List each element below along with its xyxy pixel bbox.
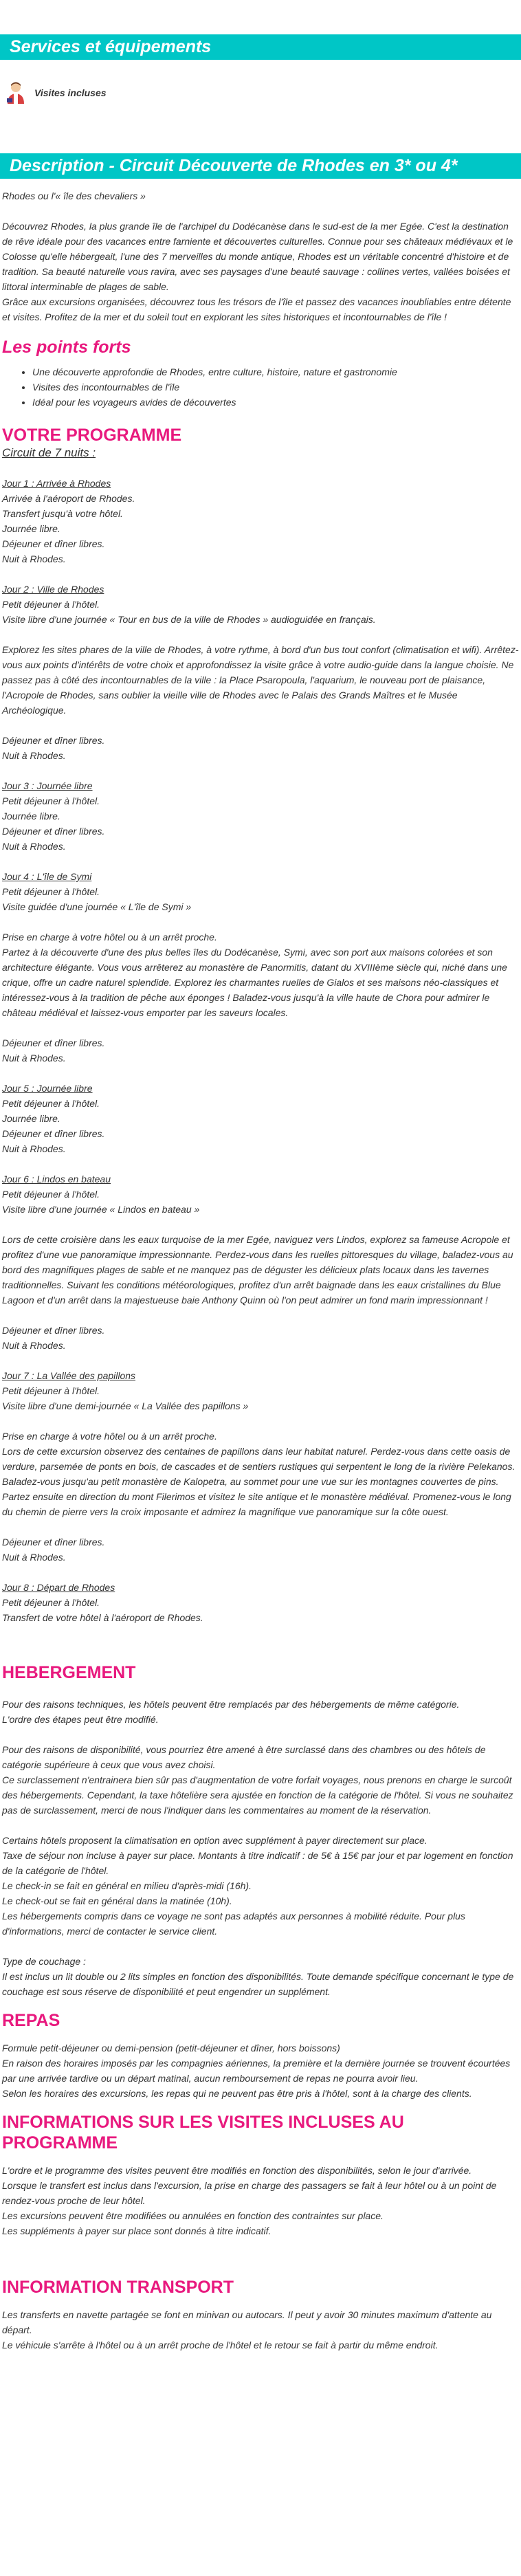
- day-heading: Jour 5 : Journée libre: [2, 1083, 93, 1094]
- points-forts-item: • Visites des incontournables de l'île: [32, 379, 519, 395]
- day-line: Déjeuner et dîner libres.: [2, 1128, 105, 1139]
- programme-day: [2, 778, 519, 854]
- programme-days: [2, 476, 519, 1625]
- day-line: Déjeuner et dîner libres.: [2, 826, 105, 837]
- day-description: Prise en charge à votre hôtel ou à un arrêt proche. Lors de cette excursion observez des centaines de papillons dans leur habitat naturel. Perdez-vous dans cette oasis de verdure, parsemée de ponts en bois, de cascades et de sentiers rustiques qui serpentent le long de la rivière Pelekanos. Baladez-vous jusqu'au petit monastère de Kalopetra, au sommet pour une vue sur les montagnes couvertes de pins. Partez ensuite en direction du mont Filerimos et visitez le site antique et le monastère médiéval. Promenez-vous le long du chemin de pierre vers la croix imposante et admirez la magnifique vue panoramique sur la côte ouest.: [2, 1431, 516, 1517]
- programme-day: [2, 869, 519, 1066]
- day-heading: Jour 8 : Départ de Rhodes: [2, 1582, 115, 1593]
- day-line: Visite libre d'une demi-journée « La Vallée des papillons »: [2, 1400, 249, 1411]
- programme-day: [2, 476, 519, 566]
- day-heading: Jour 2 : Ville de Rhodes: [2, 584, 104, 595]
- day-line: Petit déjeuner à l'hôtel.: [2, 1597, 100, 1608]
- points-forts-item: • Idéal pour les voyageurs avides de découvertes: [32, 395, 519, 410]
- programme-day: [2, 1580, 519, 1625]
- day-line: Visite libre d'une journée « Tour en bus de la ville de Rhodes » audioguidée en français.: [2, 614, 376, 625]
- day-line: Journée libre.: [2, 1113, 60, 1124]
- points-forts-item: • Une découverte approfondie de Rhodes, entre culture, histoire, nature et gastronomie: [32, 364, 519, 379]
- day-line: Déjeuner et dîner libres.: [2, 1037, 105, 1048]
- day-line: Nuit à Rhodes.: [2, 1053, 66, 1064]
- day-line: Petit déjeuner à l'hôtel.: [2, 795, 100, 806]
- day-line: Visite libre d'une journée « Lindos en bateau »: [2, 1204, 200, 1215]
- visites-info-title: INFORMATIONS SUR LES VISITES INCLUSES AU PROGRAMME: [2, 2113, 404, 2153]
- day-heading: Jour 7 : La Vallée des papillons: [2, 1370, 136, 1381]
- day-line: Petit déjeuner à l'hôtel.: [2, 1098, 100, 1109]
- visites-incluses: [5, 80, 521, 105]
- day-heading: Jour 6 : Lindos en bateau: [2, 1174, 111, 1185]
- hebergement-paragraph: Pour des raisons de disponibilité, vous pourriez être amené à être surclassé dans des chambres ou des hôtels de catégorie supérieure à ceux que vous avez choisi. Ce surclassement n'entrainera bien sûr pas d'augmentation de votre forfait voyages, nous prenons en charge le surcoût des hébergements. Cependant, la taxe hôtelière sera ajustée en fonction de la catégorie de l'hôtel. Si vous ne souhaitez pas de surclassement, merci de nous l'indiquer dans les commentaires au moment de la réservation.: [2, 1744, 513, 1816]
- day-line: Transfert jusqu'à votre hôtel.: [2, 508, 123, 519]
- visites-info-paragraph: L'ordre et le programme des visites peuvent être modifiés en fonction des disponibilités, selon le jour d'arrivée. Lorsque le transfert est inclus dans l'excursion, la prise en charge des passagers se fait à leur hôtel ou à un point de rendez-vous proche de leur hôtel. Les excursions peuvent être modifiées ou annulées en fonction des contraintes sur place. Les suppléments à payer sur place sont donnés à titre indicatif.: [2, 2165, 497, 2236]
- day-line: Déjeuner et dîner libres.: [2, 538, 105, 549]
- programme-day: [2, 582, 519, 763]
- day-line: Petit déjeuner à l'hôtel.: [2, 1385, 100, 1396]
- day-line: Petit déjeuner à l'hôtel.: [2, 599, 100, 610]
- repas-title: REPAS: [2, 2011, 60, 2030]
- day-line: Nuit à Rhodes.: [2, 841, 66, 852]
- day-line: Transfert de votre hôtel à l'aéroport de Rhodes.: [2, 1612, 203, 1623]
- day-heading: Jour 1 : Arrivée à Rhodes: [2, 478, 111, 489]
- transport-paragraph: Les transferts en navette partagée se font en minivan ou autocars. Il peut y avoir 30 minutes maximum d'attente au départ. Le véhicule s'arrête à l'hôtel ou à un arrêt proche de l'hôtel et le retour se fait à partir du même endroit.: [2, 2309, 492, 2351]
- day-line: Visite guidée d'une journée « L'île de Symi »: [2, 901, 192, 912]
- day-line: Nuit à Rhodes.: [2, 1143, 66, 1154]
- day-description: Prise en charge à votre hôtel ou à un arrêt proche. Partez à la découverte d'une des plus belles îles du Dodécanèse, Symi, avec son port aux maisons colorées et son architecture élégante. Vous vous arrêterez au monastère de Panormitis, datant du XVIIIème siècle qui, niché dans une crique, offre un cadre naturel splendide. Explorez les charmantes ruelles de Gialos et ses maisons néo-classiques et intéressez-vous à la tradition de pêche aux éponges ! Baladez-vous jusqu'à la ville haute de Chora pour admirer le château médiéval et laissez-vous emporter par les saveurs locales.: [2, 932, 507, 1018]
- day-line: Journée libre.: [2, 523, 60, 534]
- points-forts-list: [2, 364, 519, 410]
- transport-title: INFORMATION TRANSPORT: [2, 2278, 234, 2297]
- day-line: Petit déjeuner à l'hôtel.: [2, 1189, 100, 1200]
- hebergement-paragraph: Pour des raisons techniques, les hôtels peuvent être remplacés par des hébergements de même catégorie. L'ordre des étapes peut être modifié.: [2, 1699, 460, 1725]
- repas-paragraph: Formule petit-déjeuner ou demi-pension (petit-déjeuner et dîner, hors boissons) En raison des horaires imposés par les compagnies aériennes, la première et la dernière journée se trouvent écourtées par une arrivée tardive ou un départ matinal, aucun remboursement de repas ne pourra avoir lieu. Selon les horaires des excursions, les repas qui ne peuvent pas être pris à l'hôtel, sont à la charge des clients.: [2, 2043, 511, 2099]
- day-description: Explorez les sites phares de la ville de Rhodes, à votre rythme, à bord d'un bus tout confort (climatisation et wifi). Arrêtez-vous aux points d'intérêts de votre choix et approfondissez la visite grâce à votre audio-guide dans la langue choisie. Ne passez pas à côté des incontournables de la ville : la Place Psaropoula, l'aquarium, le nouveau port de plaisance, l'Acropole de Rhodes, sans oublier la vieille ville de Rhodes avec le Palais des Grands Maîtres et le Musée Archéologique.: [2, 644, 519, 716]
- day-line: Nuit à Rhodes.: [2, 750, 66, 761]
- services-title: Services et équipements: [0, 34, 521, 60]
- day-line: Déjeuner et dîner libres.: [2, 735, 105, 746]
- day-line: Nuit à Rhodes.: [2, 1340, 66, 1351]
- programme-day: [2, 1368, 519, 1565]
- day-description: Lors de cette croisière dans les eaux turquoise de la mer Egée, naviguez vers Lindos, explorez sa fameuse Acropole et profitez d'une vue panoramique impressionnante. Perdez-vous dans les ruelles pittoresques du village, baladez-vous au bord des magnifiques plages de sable et ne manquez pas de déguster les délicieux plats locaux dans les tavernes traditionnelles. Suivant les conditions météorologiques, profitez d'un arrêt baignade dans les eaux cristallines du Blue Lagoon et d'un arrêt dans la majestueuse baie Anthony Quinn où l'on peut admirer un fond marin impressionnant !: [2, 1234, 513, 1306]
- intro-paragraph-1: Découvrez Rhodes, la plus grande île de l'archipel du Dodécanèse dans le sud-est de la mer Egée. C'est la destination de rêve idéale pour des vacances entre farniente et découvertes culturelles. Connue pour ses châteaux médiévaux et le Colosse qu'elle hébergeait, l'une des 7 merveilles du monde antique, Rhodes est un véritable concentré d'histoire et de tradition. Sa beauté naturelle vous ravira, avec ses paysages d'une beauté sauvage : collines vertes, vallées boisées et littoral interminable de plages de sable.: [2, 221, 513, 292]
- programme-title: VOTRE PROGRAMME: [2, 426, 182, 445]
- intro-paragraph-2: Grâce aux excursions organisées, découvrez tous les trésors de l'île et passez des vacances inoubliables entre détente et visites. Profitez de la mer et du soleil tout en explorant les sites historiques et incontournables de l'île !: [2, 296, 511, 322]
- hebergement-title: HEBERGEMENT: [2, 1663, 136, 1682]
- day-heading: Jour 4 : L'île de Symi: [2, 871, 92, 882]
- hebergement-paragraph: Type de couchage : Il est inclus un lit double ou 2 lits simples en fonction des disponibilités. Toute demande spécifique concernant le type de couchage est sous réserve de disponibilité et peut engendrer un supplément.: [2, 1956, 514, 1997]
- day-line: Déjeuner et dîner libres.: [2, 1325, 105, 1336]
- programme-day: [2, 1171, 519, 1353]
- day-line: Nuit à Rhodes.: [2, 553, 66, 564]
- tour-guide-person-icon: [5, 80, 26, 105]
- description-title: Description - Circuit Découverte de Rhodes en 3* ou 4*: [0, 153, 521, 179]
- programme-day: [2, 1081, 519, 1156]
- visites-incluses-label: Visites incluses: [34, 87, 107, 98]
- points-forts-title: Les points forts: [2, 338, 131, 357]
- day-line: Arrivée à l'aéroport de Rhodes.: [2, 493, 135, 504]
- day-line: Nuit à Rhodes.: [2, 1552, 66, 1563]
- day-heading: Jour 3 : Journée libre: [2, 780, 93, 791]
- day-line: Journée libre.: [2, 811, 60, 822]
- hebergement-paragraph: Certains hôtels proposent la climatisation en option avec supplément à payer directement sur place. Taxe de séjour non incluse à payer sur place. Montants à titre indicatif : de 5€ à 15€ par jour et par logement en fonction de la catégorie de l'hôtel. Le check-in se fait en général en milieu d'après-midi (16h). Le check-out se fait en général dans la matinée (10h). Les hébergements compris dans ce voyage ne sont pas adaptés aux personnes à mobilité réduite. Pour plus d'informations, merci de contacter le service client.: [2, 1835, 513, 1937]
- day-line: Déjeuner et dîner libres.: [2, 1537, 105, 1548]
- day-line: Petit déjeuner à l'hôtel.: [2, 886, 100, 897]
- intro-subtitle: Rhodes ou l'« île des chevaliers »: [2, 190, 146, 201]
- circuit-label: Circuit de 7 nuits :: [2, 446, 96, 459]
